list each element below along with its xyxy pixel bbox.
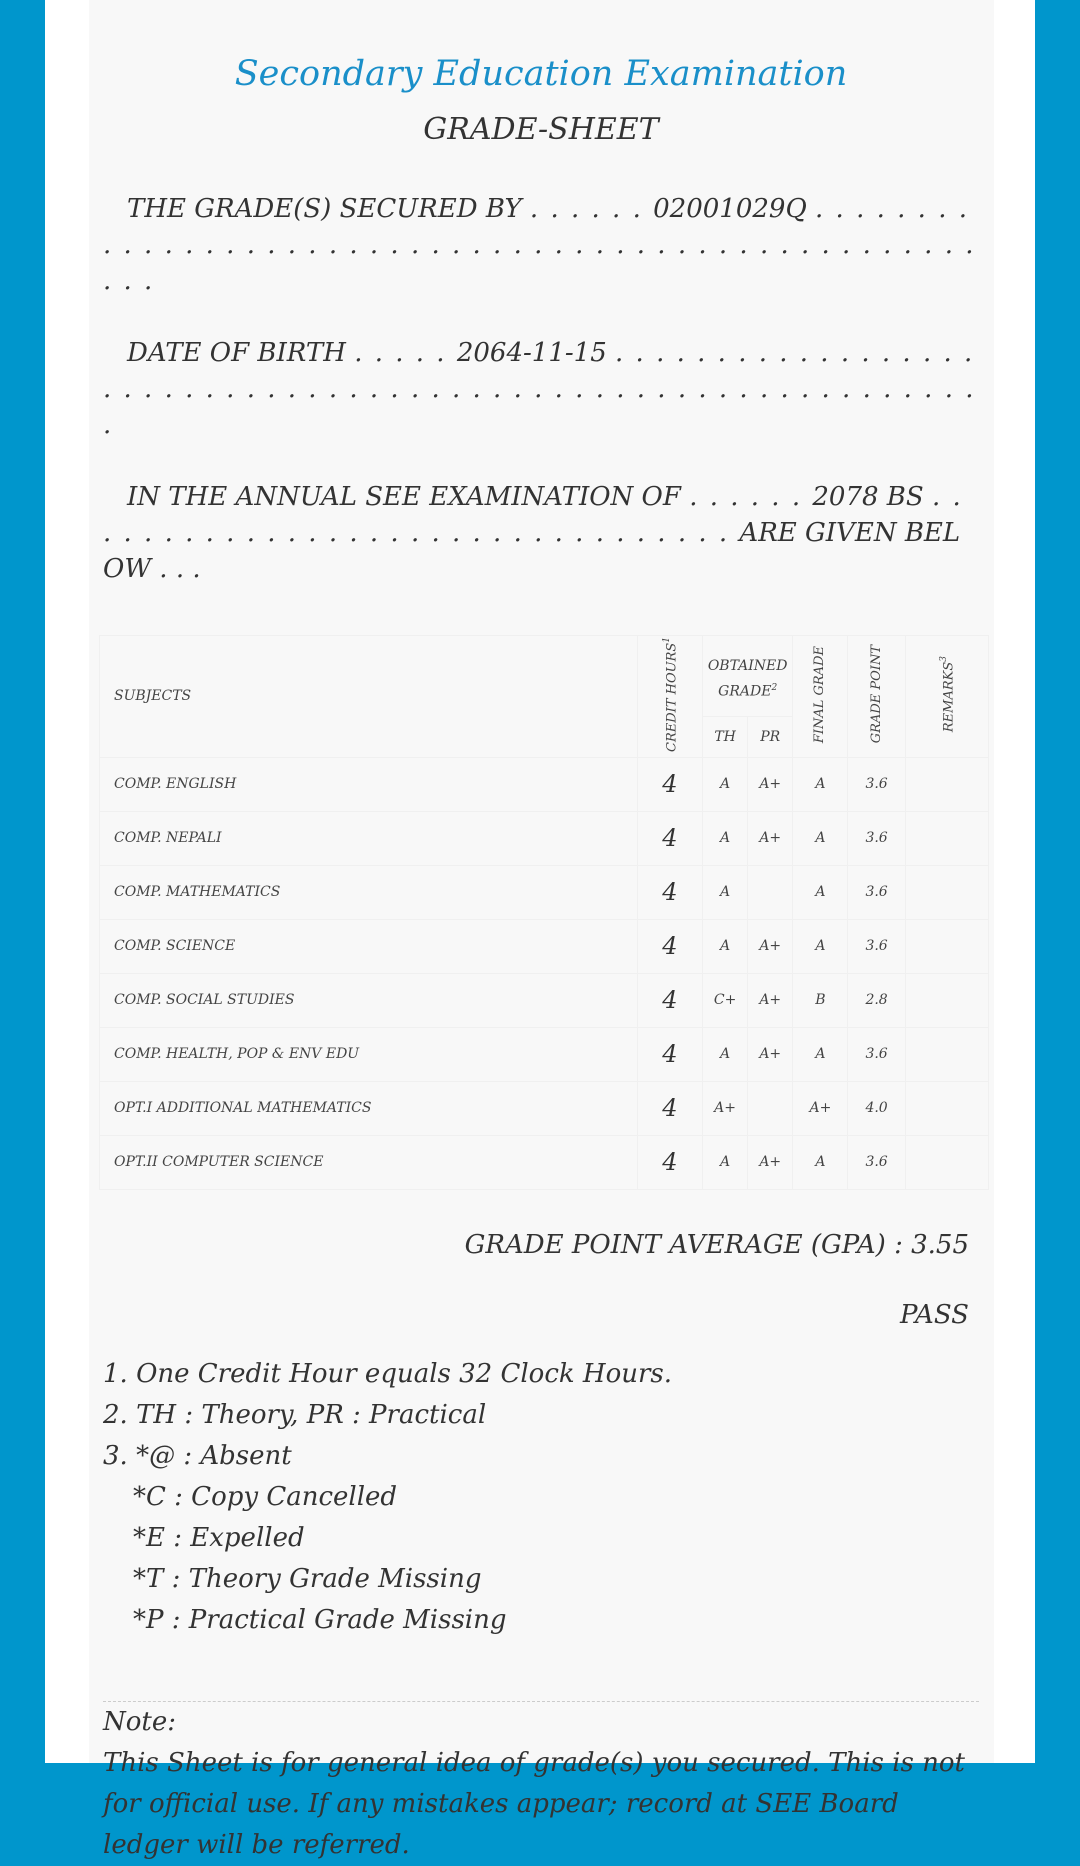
final-cell: B [793, 973, 848, 1027]
header-pr: PR [748, 716, 793, 757]
header-obtained-grade: OBTAINED GRADE$^2$ [703, 636, 793, 717]
remarks-cell [905, 865, 988, 919]
secured-by-value: 02001029Q [653, 194, 807, 224]
secured-by-label: THE GRADE(S) SECURED BY [127, 194, 522, 224]
page-subtitle: GRADE-SHEET [423, 112, 659, 147]
table-row [100, 919, 989, 973]
th-cell: A [703, 811, 748, 865]
result-status: PASS [899, 1299, 969, 1330]
pr-cell [748, 1081, 793, 1135]
grade-sheet-content [103, 0, 979, 1866]
dob-label: DATE OF BIRTH [127, 338, 346, 368]
credit-cell: 4 [637, 1135, 702, 1189]
credit-cell: 4 [637, 865, 702, 919]
pr-cell: A+ [748, 973, 793, 1027]
subject-cell: COMP. SCIENCE [100, 919, 638, 973]
th-cell: A [703, 919, 748, 973]
final-cell: A+ [793, 1081, 848, 1135]
exam-suffix: ARE GIVEN BELOW . . . [103, 518, 961, 584]
final-cell: A [793, 757, 848, 811]
table-row [100, 757, 989, 811]
credit-cell: 4 [637, 973, 702, 1027]
final-cell: A [793, 811, 848, 865]
remarks-cell [905, 973, 988, 1027]
header-subjects: SUBJECTS [100, 636, 638, 758]
header-final-grade: FINAL GRADE [793, 636, 848, 758]
credit-cell: 4 [637, 919, 702, 973]
secured-by-line: THE GRADE(S) SECURED BY . . . . . . 02001029Q . . . . . . . . . . . . . . . . . . . . . . . . . . . . . . . . . . . . . . . . . . . . . . . . . . . . . . [103, 194, 976, 296]
header-th: TH [703, 716, 748, 757]
legend-item: *T : Theory Grade Missing [133, 1563, 482, 1594]
subject-cell: COMP. HEALTH, POP & ENV EDU [100, 1027, 638, 1081]
legend-item: *P : Practical Grade Missing [133, 1604, 507, 1635]
table-row [100, 1027, 989, 1081]
pr-cell: A+ [748, 757, 793, 811]
gp-cell: 3.6 [848, 757, 905, 811]
legend-item: *E : Expelled [133, 1522, 305, 1553]
gpa-line: GRADE POINT AVERAGE (GPA) : 3.55 [464, 1229, 969, 1260]
remarks-cell [905, 1027, 988, 1081]
gp-cell: 4.0 [848, 1081, 905, 1135]
th-cell: A+ [703, 1081, 748, 1135]
gp-cell: 3.6 [848, 811, 905, 865]
pr-cell: A+ [748, 1135, 793, 1189]
subject-cell: OPT.I ADDITIONAL MATHEMATICS [100, 1081, 638, 1135]
final-cell: A [793, 865, 848, 919]
credit-cell: 4 [637, 757, 702, 811]
gp-cell: 3.6 [848, 865, 905, 919]
final-cell: A [793, 1027, 848, 1081]
remarks-cell [905, 1081, 988, 1135]
grade-sheet [89, 0, 994, 1860]
header-remarks: REMARKS$^3$ [905, 636, 988, 758]
header-grade-point: GRADE POINT [848, 636, 905, 758]
table-row [100, 973, 989, 1027]
th-cell: A [703, 865, 748, 919]
final-cell: A [793, 919, 848, 973]
remarks-cell [905, 757, 988, 811]
legend-item: 2. TH : Theory, PR : Practical [103, 1399, 487, 1430]
gp-cell: 2.8 [848, 973, 905, 1027]
gp-cell: 3.6 [848, 1027, 905, 1081]
legend-item: *C : Copy Cancelled [133, 1481, 398, 1512]
remarks-cell [905, 811, 988, 865]
subject-cell: COMP. ENGLISH [100, 757, 638, 811]
page-title: Secondary Education Examination [234, 54, 848, 94]
subject-cell: COMP. MATHEMATICS [100, 865, 638, 919]
pr-cell: A+ [748, 1027, 793, 1081]
pr-cell: A+ [748, 919, 793, 973]
table-row [100, 1135, 989, 1189]
th-cell: A [703, 1135, 748, 1189]
th-cell: A [703, 757, 748, 811]
exam-line: IN THE ANNUAL SEE EXAMINATION OF . . . . . . 2078 BS . . . . . . . . . . . . . . . . . . . . . . . . . . . . . . . . . ARE GIVEN BELOW . . . [103, 482, 963, 584]
th-cell: C+ [703, 973, 748, 1027]
pr-cell: A+ [748, 811, 793, 865]
remarks-cell [905, 1135, 988, 1189]
grades-table [99, 635, 989, 1190]
legend [103, 1354, 979, 1641]
credit-cell: 4 [637, 1027, 702, 1081]
subject-cell: COMP. NEPALI [100, 811, 638, 865]
table-row [100, 811, 989, 865]
dob-line: DATE OF BIRTH . . . . . 2064-11-15 . . . . . . . . . . . . . . . . . . . . . . . . . . . . . . . . . . . . . . . . . . . . . . . . . . . . . . . . . . . . . . [103, 338, 976, 440]
legend-item: 3. *@ : Absent [103, 1440, 292, 1471]
note-label: Note: [103, 1706, 176, 1737]
subject-cell: COMP. SOCIAL STUDIES [100, 973, 638, 1027]
dob-value: 2064-11-15 [456, 338, 607, 368]
table-row [100, 1081, 989, 1135]
th-cell: A [703, 1027, 748, 1081]
header-credit-hours: CREDIT HOURS$^1$ [637, 636, 702, 758]
legend-item: 1. One Credit Hour equals 32 Clock Hours. [103, 1358, 673, 1389]
exam-value: 2078 BS [812, 482, 924, 512]
credit-cell: 4 [637, 1081, 702, 1135]
credit-cell: 4 [637, 811, 702, 865]
exam-label: IN THE ANNUAL SEE EXAMINATION OF [127, 482, 681, 512]
subject-cell: OPT.II COMPUTER SCIENCE [100, 1135, 638, 1189]
gp-cell: 3.6 [848, 919, 905, 973]
note-text: This Sheet is for general idea of grade(s) you secured. This is not for official use. If any mistakes appear; record at SEE Board ledger will be referred. [103, 1747, 965, 1860]
table-row [100, 865, 989, 919]
final-cell: A [793, 1135, 848, 1189]
table-header-row [100, 636, 989, 717]
gp-cell: 3.6 [848, 1135, 905, 1189]
remarks-cell [905, 919, 988, 973]
pr-cell [748, 865, 793, 919]
